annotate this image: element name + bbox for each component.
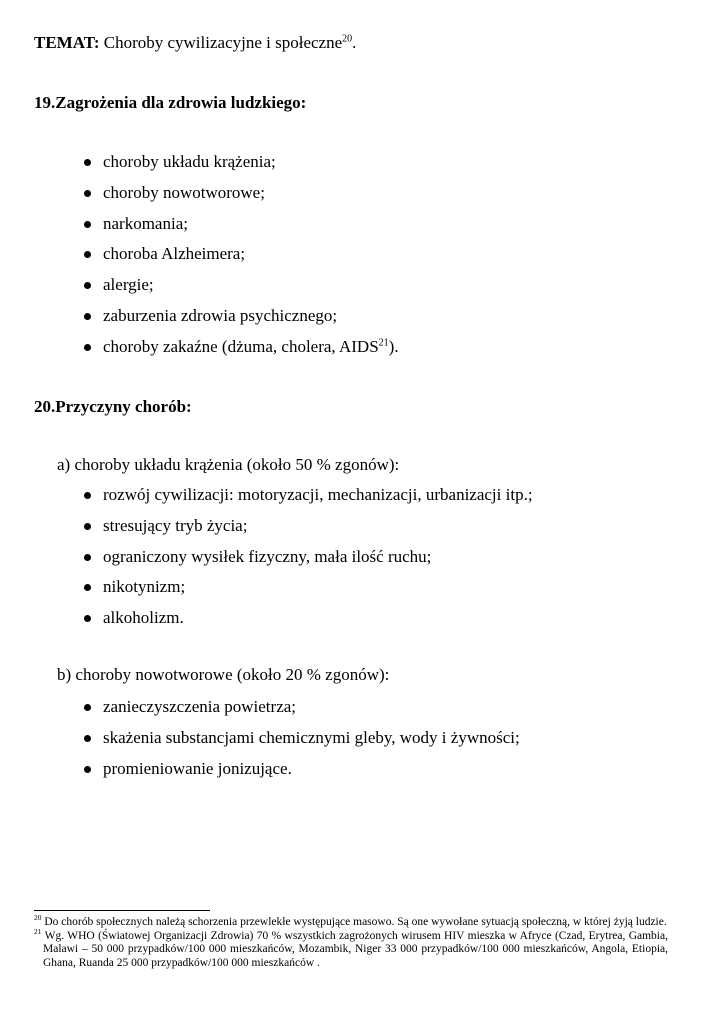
subsection-a-heading: a) choroby układu krążenia (około 50 % zgonów): xyxy=(57,455,400,474)
bullet-icon xyxy=(84,492,91,499)
list-item xyxy=(84,484,684,515)
subsection-b-heading: b) choroby nowotworowe (około 20 % zgonów): xyxy=(57,665,390,684)
section-20-heading: 20.Przyczyny chorób: xyxy=(34,397,192,416)
bullet-icon xyxy=(84,251,91,258)
list-item xyxy=(84,305,684,336)
list-item-text: nikotynizm; xyxy=(103,577,186,597)
bullet-icon xyxy=(84,313,91,320)
footnotes xyxy=(34,913,668,970)
list-item xyxy=(84,546,684,577)
footnote-text: Do chorób społecznych należą schorzenia przewlekłe występujące masowo. Są one wywołane sytuacją społeczną, w której żyją ludzie. xyxy=(41,916,667,928)
list-item xyxy=(84,515,684,546)
list-item-text: rozwój cywilizacji: motoryzacji, mechanizacji, urbanizacji itp.; xyxy=(103,485,533,504)
bullet-icon xyxy=(84,190,91,197)
list-item-text: alergie; xyxy=(103,275,154,295)
subsection-b-list xyxy=(84,696,684,788)
list-item xyxy=(84,243,684,274)
list-item xyxy=(84,182,684,213)
list-item-text: choroby zakaźne (dżuma, cholera, AIDS xyxy=(103,336,379,356)
title-label: TEMAT: xyxy=(34,33,100,52)
list-item xyxy=(84,758,684,789)
list-item xyxy=(84,696,684,727)
footnote-number: 21 xyxy=(34,926,42,936)
footnote-21 xyxy=(34,926,668,971)
list-item-end: ). xyxy=(388,336,399,356)
list-item-text: ograniczony wysiłek fizyczny, mała ilość ruchu; xyxy=(103,546,432,566)
list-item xyxy=(84,727,684,758)
list-item-text: stresujący tryb życia; xyxy=(103,515,248,535)
list-item-text: choroba Alzheimera; xyxy=(103,244,246,264)
list-item xyxy=(84,151,684,182)
title-text: Choroby cywilizacyjne i społeczne xyxy=(99,33,343,52)
list-item-text: choroby układu krążenia; xyxy=(103,152,276,171)
bullet-icon xyxy=(84,615,91,622)
title-end: . xyxy=(352,33,357,52)
section-19-heading: 19.Zagrożenia dla zdrowia ludzkiego: xyxy=(34,93,307,112)
list-item xyxy=(84,274,684,305)
list-item xyxy=(84,607,684,638)
bullet-icon xyxy=(84,704,91,711)
bullet-icon xyxy=(84,159,91,166)
bullet-icon xyxy=(84,584,91,591)
list-item xyxy=(84,336,684,367)
list-item xyxy=(84,576,684,607)
list-item-text: alkoholizm. xyxy=(103,608,184,628)
bullet-icon xyxy=(84,523,91,530)
document-title xyxy=(34,32,356,54)
footnote-ref-20[interactable]: 20 xyxy=(342,33,353,45)
subsection-a-list xyxy=(84,484,684,638)
footnote-number: 20 xyxy=(34,913,42,923)
list-item-text: narkomania; xyxy=(103,213,188,233)
bullet-icon xyxy=(84,735,91,742)
bullet-icon xyxy=(84,282,91,289)
list-item-text: zanieczyszczenia powietrza; xyxy=(103,697,297,716)
footnote-text: Wg. WHO (Światowej Organizacji Zdrowia) 70 % wszystkich zagrożonych wirusem HIV mieszka w Afryce (Czad, Erytrea, Gambia, Malawi – 50 000 przypadków/100 000 mieszkańców, Mozambik, Niger 33 000 przypadków/100 000 mieszkańców, Angola, Etiopia, Ghana, Ruanda 25 000 przypadków/100 000 mieszkańców . xyxy=(41,929,668,969)
bullet-icon xyxy=(84,766,91,773)
bullet-icon xyxy=(84,221,91,228)
bullet-icon xyxy=(84,554,91,561)
bullet-icon xyxy=(84,344,91,351)
section-19-list xyxy=(84,151,684,367)
footnote-20 xyxy=(34,913,668,930)
list-item xyxy=(84,213,684,244)
list-item-text: skażenia substancjami chemicznymi gleby, wody i żywności; xyxy=(103,727,520,747)
list-item-text: zaburzenia zdrowia psychicznego; xyxy=(103,305,338,325)
list-item-text: choroby nowotworowe; xyxy=(103,182,265,202)
list-item-text: promieniowanie jonizujące. xyxy=(103,758,292,778)
footnote-ref-21[interactable]: 21 xyxy=(378,337,389,349)
footnote-separator xyxy=(34,910,210,911)
